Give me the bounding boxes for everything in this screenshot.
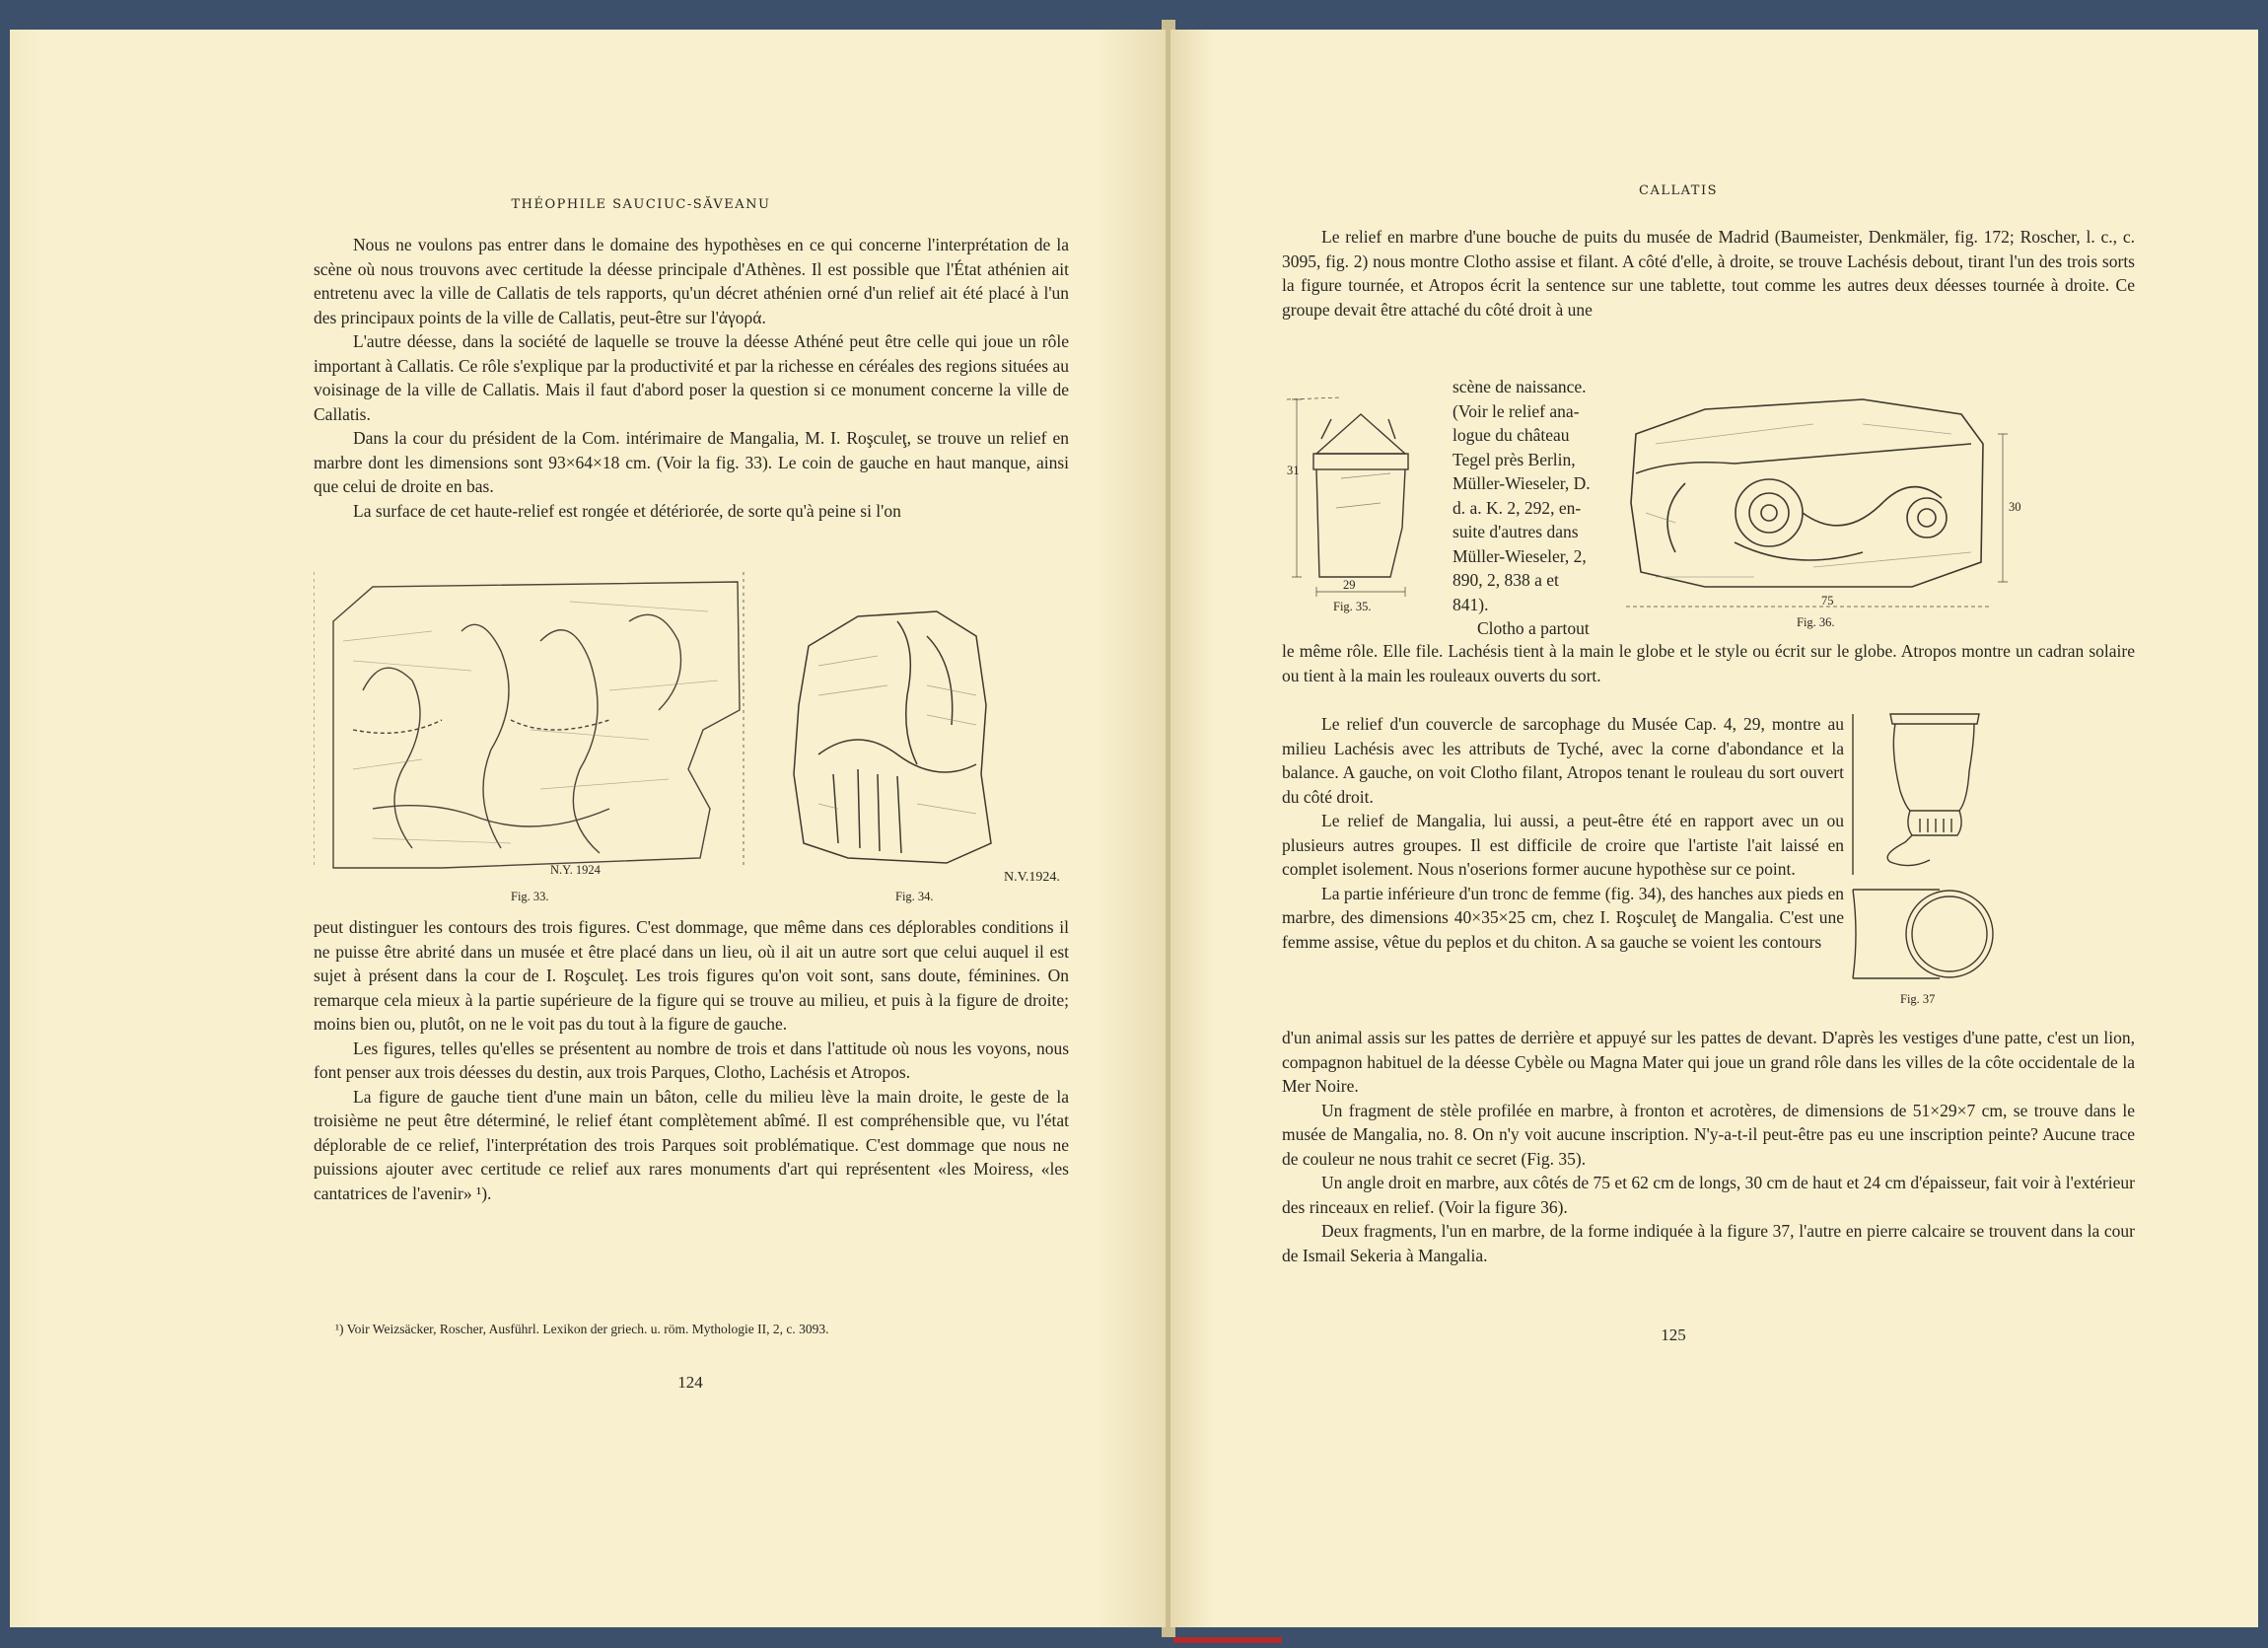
paragraph: Un angle droit en marbre, aux côtés de 75 et 62 cm de longs, 30 cm de haut et 24 cm d'épaisseur, fait voir à l'extérieur des rinceaux en relief. (Voir la figure 36). [1282, 1173, 2135, 1217]
paragraph: peut distinguer les contours des trois figures. C'est dommage, que même dans ces déplorables conditions il ne puisse être abrité dans un musée et être placé dans un lieu, où il ait un autre sort que celui auquel il est sujet à présent dans la cour de I. Roşculeţ. Les trois figures qu'on voit sont, sans doute, féminines. On remarque cela mieux à la partie supérieure de la figure qui se trouve au milieu, et puis à la figure de droite; moins bien ou, plutôt, on ne le voit pas du tout à la figure de gauche. [314, 917, 1069, 1034]
column-line: suite d'autres dans [1453, 522, 1579, 541]
paragraph: le même rôle. Elle file. Lachésis tient à la main le globe et le style ou écrit sur le globe. Atropos montre un cadran solaire ou tient à la main les rouleaux ouverts du sort. [1282, 641, 2135, 685]
running-head-left: THÉOPHILE SAUCIUC-SĂVEANU [511, 197, 771, 212]
figure-37-fragments [1851, 712, 1999, 980]
figure-34-signature: N.V.1924. [1004, 870, 1060, 885]
right-column-text [1453, 375, 1612, 641]
column-line: Müller-Wieseler, 2, [1453, 545, 1587, 566]
column-line: 890, 2, 838 a et [1453, 570, 1559, 590]
figure-34-caption: Fig. 34. [895, 890, 934, 903]
paragraph: La surface de cet haute-relief est rongée et détériorée, de sorte qu'à peine si l'on [353, 500, 901, 521]
right-text-mid [1282, 639, 2135, 687]
right-text-para1 [1282, 225, 2135, 322]
figure-33-relief [314, 572, 747, 878]
figure-35-caption: Fig. 35. [1333, 600, 1372, 613]
figure-34-torso [779, 607, 1016, 868]
page-number-left: 124 [677, 1373, 703, 1392]
figure-35-width: 29 [1343, 578, 1356, 592]
footnote: ¹) Voir Weizsäcker, Roscher, Ausführl. Lexikon der griech. u. röm. Mythologie II, 2, c. 3093. [335, 1322, 829, 1336]
figure-36-scroll-relief [1616, 385, 2030, 613]
paragraph: Le relief de Mangalia, lui aussi, a peut-être été en rapport avec un ou plusieurs autres groupes. Il est difficile de croire que l'artiste l'ait laissé en complet isolement. Nous n'oserions former aucune hypothèse sur ce point. [1282, 811, 1844, 879]
column-line: Clotho a partout [1477, 618, 1590, 638]
paragraph: Nous ne voulons pas entrer dans le domaine des hypothèses en ce qui concerne l'interprétation de la scène où nous trouvons avec certitude la déesse principale d'Athènes. Il est possible que l'État athénien ait entretenu avec la ville de Callatis de tels rapports, qu'un décret athénien orné d'un relief ait été placé à l'un des principaux points de la ville de Callatis, peut-être sur l'ἀγορά. [314, 235, 1069, 327]
paragraph: Deux fragments, l'un en marbre, de la forme indiquée à la figure 37, l'autre en pierre calcaire se trouvent dans la cour de Ismail Sekeria à Mangalia. [1282, 1221, 2135, 1265]
running-head-right: CALLATIS [1639, 183, 1718, 198]
bookmark-ribbon [1173, 1637, 1282, 1643]
paragraph: Le relief en marbre d'une bouche de puits du musée de Madrid (Baumeister, Denkmäler, fig. 172; Roscher, l. c., c. 3095, fig. 2) nous montre Clotho assise et filant. A côté d'elle, à droite, se trouve Lachésis debout, tirant l'un des trois sorts la figure tournée, et Atropos écrit la sentence sur une tablette, tout comme les autres deux déesses tournée à droite. Ce groupe devait être attaché du côté droit à une [1282, 227, 2135, 320]
left-text-bottom [314, 915, 1069, 1205]
figure-36-height: 30 [2009, 500, 2021, 514]
paragraph: d'un animal assis sur les pattes de derrière et appuyé sur les pattes de devant. D'après les vestiges d'une patte, c'est un lion, compagnon habituel de la déesse Cybèle ou Magna Mater qui joue un grand rôle dans les villes de la côte occidentale de la Mer Noire. [1282, 1028, 2135, 1096]
paragraph: Le relief d'un couvercle de sarcophage du Musée Cap. 4, 29, montre au milieu Lachésis avec les attributs de Tyché, avec la corne d'abondance et la balance. A gauche, on voit Clotho filant, Atropos tenant le rouleau du sort ouvert du côté droit. [1282, 714, 1844, 807]
column-line: d. a. K. 2, 292, en- [1453, 497, 1582, 518]
column-line: 841). [1453, 594, 1489, 614]
right-text-bottom [1282, 1026, 2135, 1267]
figure-37-caption: Fig. 37 [1900, 992, 1936, 1006]
figure-33-signature: N.Y. 1924 [550, 863, 601, 877]
left-page [10, 30, 1166, 1627]
right-text-beside-fig37 [1282, 712, 1844, 954]
paragraph: Un fragment de stèle profilée en marbre, à fronton et acrotères, de dimensions de 51×29×7 cm, se trouve dans le musée de Mangalia, no. 8. On n'y voit aucune inscription. N'y-a-t-il peut-être pas eu une inscription peinte? Aucune trace de couleur ne nous trahit ce secret (Fig. 35). [1282, 1100, 2135, 1169]
paragraph: La partie inférieure d'un tronc de femme (fig. 34), des hanches aux pieds en marbre, des dimensions 40×35×25 cm, chez I. Roşculeţ de Mangalia. C'est une femme assise, vêtue du peplos et du chiton. A sa gauche se voient les contours [1282, 883, 1844, 952]
column-line: Müller-Wieseler, D. [1453, 473, 1591, 493]
column-line: logue du château [1453, 425, 1570, 445]
paragraph: La figure de gauche tient d'une main un bâton, celle du milieu lève la main droite, le geste de la troisième ne peut être déterminé, le relief étant complètement abîmé. Il est compréhensible que, vu l'état déplorable de ce relief, l'interprétation des trois Parques soit problématique. C'est dommage que nous ne puissions ajouter avec certitude ce relief aux rares monuments d'art qui représentent «les Moiress, «les cantatrices de l'avenir» ¹). [314, 1086, 1069, 1203]
figure-36-width: 75 [1821, 594, 1834, 608]
paragraph: Dans la cour du président de la Com. intérimaire de Mangalia, M. I. Roşculeţ, se trouve un relief en marbre dont les dimensions sont 93×64×18 cm. (Voir la fig. 33). Le coin de gauche en haut manque, ainsi que celui de droite en bas. [314, 428, 1069, 496]
page-number-right: 125 [1661, 1326, 1686, 1344]
figure-35-height: 31 [1287, 464, 1300, 477]
paragraph: L'autre déesse, dans la société de laquelle se trouve la déesse Athéné peut être celle qui joue un rôle important à Callatis. Ce rôle s'explique par la productivité et par la richesse en céréales des regions situées au voisinage de la ville de Callatis. Mais il faut d'abord poser la question si ce monument concerne la ville de Callatis. [314, 331, 1069, 424]
column-line: Tegel près Berlin, [1453, 449, 1576, 469]
figure-35-stele [1282, 380, 1450, 602]
figure-33-caption: Fig. 33. [511, 890, 549, 903]
figure-36-caption: Fig. 36. [1797, 615, 1835, 629]
right-page [1170, 30, 2258, 1627]
paragraph: Les figures, telles qu'elles se présentent au nombre de trois et dans l'attitude où nous les voyons, nous font penser aux trois déesses du destin, aux trois Parques, Clotho, Lachésis et Atropos. [314, 1038, 1069, 1082]
column-line: scène de naissance. [1453, 377, 1587, 396]
column-line: (Voir le relief ana- [1453, 400, 1580, 421]
left-text-top [314, 233, 1069, 523]
